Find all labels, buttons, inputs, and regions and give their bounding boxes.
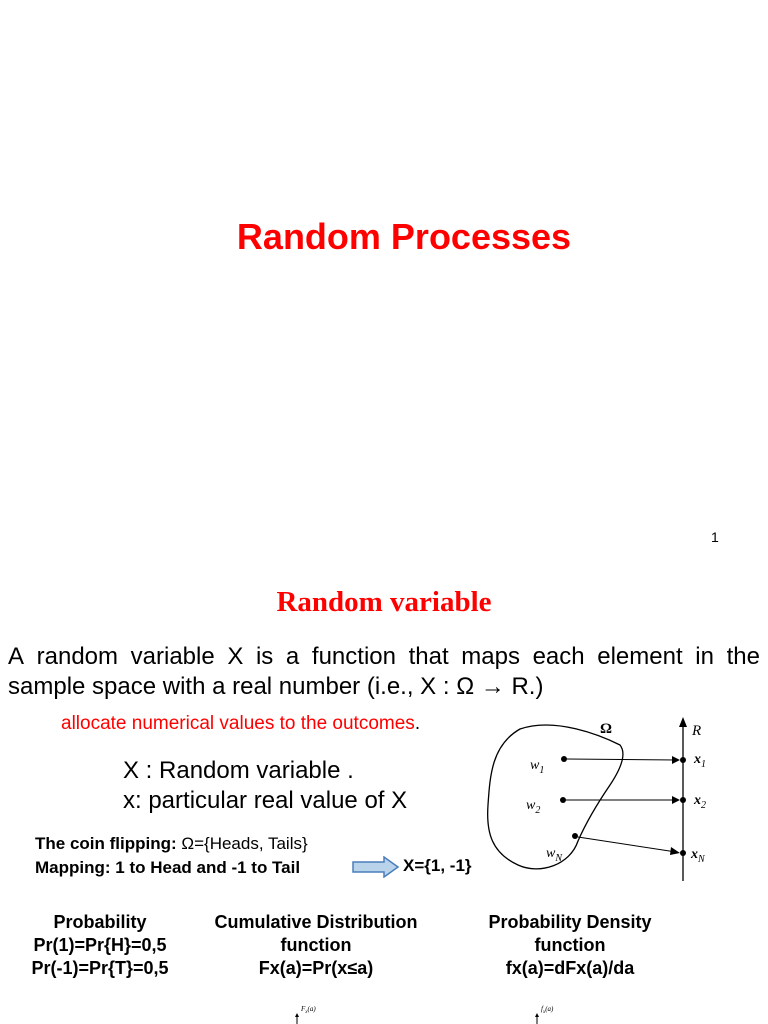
definition-line-1 (8, 642, 760, 672)
column-heading: Probability Density (488, 912, 652, 932)
coin-line (35, 832, 308, 856)
word: random (36, 643, 119, 670)
map-arrowhead-n (670, 847, 680, 855)
section-title: Random variable (276, 586, 492, 618)
cdf-plot-stub (292, 1002, 332, 1024)
column-line: Pr(1)=Pr{H}=0,5 (33, 935, 167, 955)
cdf-axis-label: $F_x(a)$ (301, 1005, 316, 1015)
w1-label: $w_1$ (530, 758, 545, 776)
cdf-column (196, 911, 436, 980)
variable-definitions (123, 756, 407, 816)
x2-label: $x_2$ (694, 793, 706, 811)
wN-label: $w_N$ (546, 846, 563, 864)
word: in (695, 643, 714, 670)
coin-label: The coin flipping: (35, 834, 177, 853)
lower-x-definition: x: particular real value of X (123, 787, 408, 814)
word: is (255, 643, 274, 670)
wN-dot (572, 833, 578, 839)
w2-label: $w_2$ (526, 798, 541, 816)
allocate-period: . (414, 713, 421, 734)
right-arrow-icon (352, 856, 400, 878)
allocate-text: allocate numerical values to the outcomes (61, 713, 415, 734)
allocate-note (61, 713, 420, 735)
w1-dot (561, 756, 567, 762)
word: a (285, 643, 300, 670)
slide-title: Random Processes (236, 216, 572, 257)
word: A (8, 643, 25, 670)
column-heading: Probability (53, 912, 147, 932)
mapping-line: Mapping: 1 to Head and -1 to Tail (35, 858, 301, 877)
column-line: function (280, 935, 352, 955)
column-line: Fx(a)=Pr(x≤a) (258, 958, 374, 978)
word: each (532, 643, 585, 670)
definition-paragraph (8, 642, 760, 702)
xN-label: $x_N$ (691, 847, 705, 865)
coin-omega: Ω={Heads, Tails} (176, 834, 308, 853)
column-line: Pr(-1)=Pr{T}=0,5 (31, 958, 169, 978)
word: the (726, 643, 760, 670)
word: element (597, 643, 683, 670)
axis-arrowhead (679, 717, 687, 727)
cdf-axis-arrowhead (295, 1013, 299, 1017)
page-number: 1 (711, 529, 719, 545)
x1-label: $x_1$ (694, 752, 706, 770)
omega-label: Ω (600, 721, 613, 737)
column-line: function (534, 935, 606, 955)
word: maps (461, 643, 520, 670)
x-set: X={1, -1} (403, 856, 472, 875)
word: that (408, 643, 449, 670)
pdf-column (450, 911, 690, 980)
column-line: fx(a)=dFx(a)/da (505, 958, 635, 978)
pdf-axis-label: $f_x(a)$ (541, 1005, 554, 1015)
map-arrowhead-2 (672, 796, 680, 804)
word: variable (130, 643, 215, 670)
word: X (227, 643, 244, 670)
word: function (311, 643, 396, 670)
column-heading: Cumulative Distribution (214, 912, 418, 932)
pdf-plot-stub (532, 1002, 572, 1024)
upper-x-definition: X : Random variable . (123, 757, 354, 784)
xN-dot (680, 850, 686, 856)
map-arrow-1 (567, 759, 677, 760)
w2-dot (560, 797, 566, 803)
probability-column (0, 911, 200, 980)
x1-dot (680, 757, 686, 763)
definition-line-2: sample space with a real number (i.e., X : Ω → R.) (8, 673, 544, 700)
coin-example (35, 832, 308, 880)
axis-label: R (692, 723, 702, 739)
mapping-diagram (480, 715, 740, 885)
pdf-axis-arrowhead (535, 1013, 539, 1017)
x2-dot (680, 797, 686, 803)
map-arrowhead-1 (672, 756, 680, 764)
map-arrow-n (578, 837, 676, 852)
arrow-shape (353, 857, 398, 877)
